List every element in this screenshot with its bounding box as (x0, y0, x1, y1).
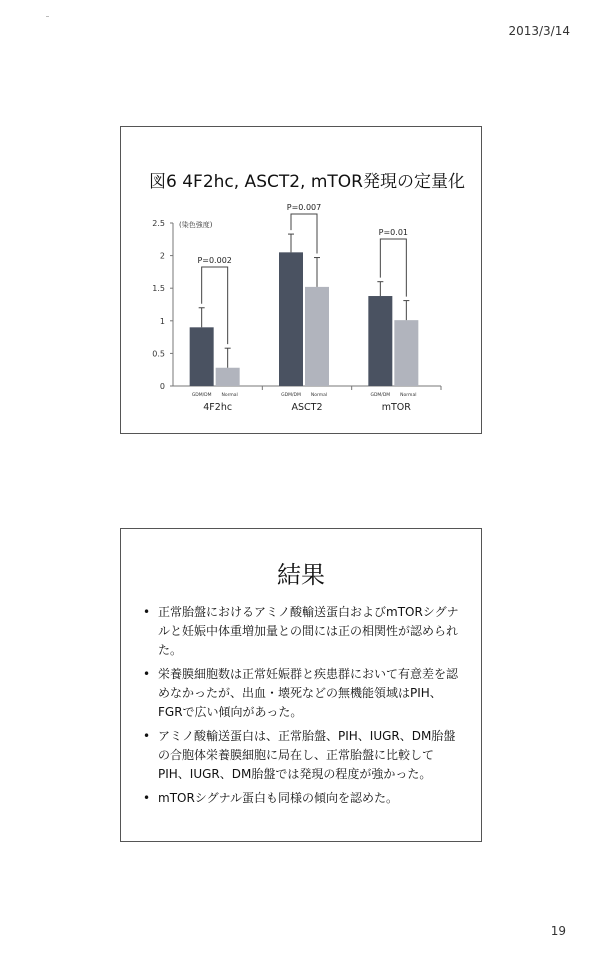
bullet-item: • 栄養膜細胞数は正常妊娠群と疾患群において有意差を認めなかったが、出血・壊死などの無機能領域はPIH、FGRで広い傾向があった。 (143, 665, 465, 722)
y-tick-label: 1.5 (152, 284, 165, 294)
significance-bracket (380, 239, 406, 297)
slide-title-results: 結果 (277, 561, 325, 589)
category-label: ASCT2 (291, 402, 323, 413)
p-value-annotation: P=0.01 (378, 228, 409, 237)
slide-figure-6 (120, 126, 482, 434)
print-date: 2013/3/14 (508, 24, 570, 38)
bar (394, 320, 418, 386)
bar (368, 296, 392, 386)
slide-results (120, 528, 482, 842)
results-bullet-list (143, 603, 465, 813)
series-label: GDM/DM (370, 393, 391, 398)
bar (279, 252, 303, 386)
p-value-annotation: P=0.002 (197, 256, 232, 265)
series-label: Normal (221, 393, 238, 398)
series-label: GDM/DM (281, 393, 301, 398)
series-label: GDM/DM (191, 393, 212, 398)
category-label: mTOR (381, 402, 411, 413)
significance-bracket (291, 214, 317, 254)
bullet-item: • mTORシグナル蛋白も同様の傾向を認めた。 (143, 789, 465, 808)
page-number: 19 (550, 924, 566, 938)
y-tick-label: 1 (159, 316, 165, 326)
y-tick-label: 2 (159, 251, 165, 261)
slide-title: 図6 4F2hc, ASCT2, mTOR発現の定量化 (149, 172, 465, 192)
scan-speck (46, 16, 49, 17)
bullet-item: • アミノ酸輸送蛋白は、正常胎盤、PIH、IUGR、DM胎盤の合胞体栄養膜細胞に局在し、正常胎盤に比較してPIH、IUGR、DM胎盤では発現の程度が強かった。 (143, 727, 465, 784)
p-value-annotation: P=0.007 (286, 203, 322, 212)
series-label: Normal (310, 393, 328, 398)
category-label: 4F2hc (203, 402, 233, 413)
bar (216, 368, 240, 386)
series-label: Normal (400, 393, 417, 398)
bar (305, 287, 329, 386)
y-axis-label: (染色強度) (179, 221, 213, 229)
y-tick-label: 0 (159, 382, 165, 391)
y-tick-label: 0.5 (152, 349, 165, 359)
bar (190, 327, 214, 386)
y-tick-label: 2.5 (152, 219, 165, 228)
bullet-item: • 正常胎盤におけるアミノ酸輸送蛋白およびmTORシグナルと妊娠中体重増加量との間には正の相関性が認められた。 (143, 603, 465, 660)
